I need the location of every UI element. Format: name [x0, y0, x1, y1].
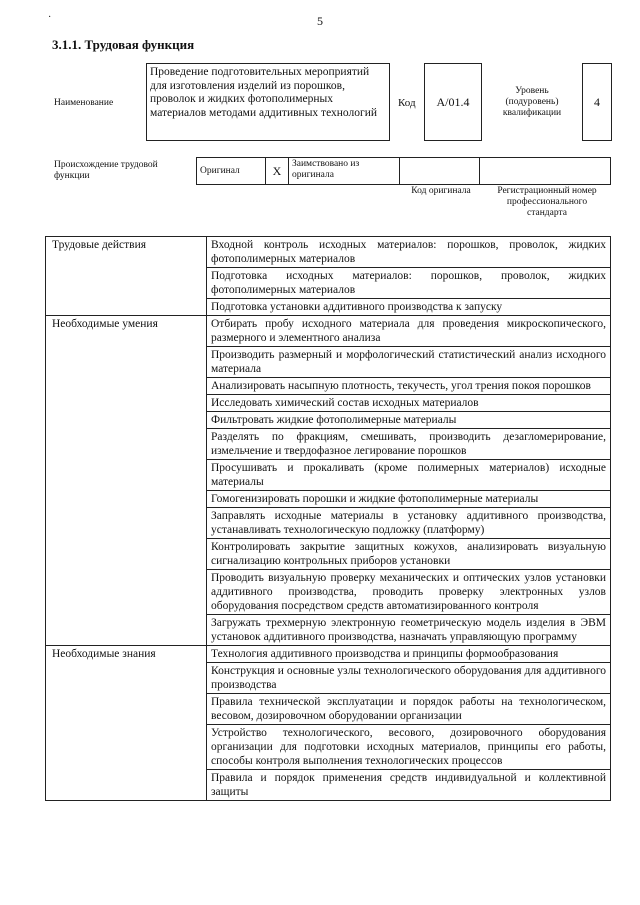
code-orig-caption: Код оригинала [411, 186, 471, 196]
original-mark: X [266, 158, 289, 185]
section-row [46, 237, 611, 316]
list-item: Загружать трехмерную электронную геометрическую модель изделия в ЭВМ установок аддитивного производства, назначать управляющую программу [211, 617, 606, 643]
list-item: Проводить визуальную проверку механических и оптических узлов установки аддитивного производства, проводить проверку электронных узлов оборудования посредством средств автоматизированного контроля [207, 570, 610, 615]
list-item: Отбирать пробу исходного материала для проведения микроскопического, размерного и элементного анализа [207, 316, 610, 347]
list-item: Конструкция и основные узлы технологического оборудования для аддитивного производства [207, 663, 610, 694]
section-label: Трудовые действия [46, 237, 207, 316]
level-label: Уровень (подуровень) квалификации [502, 86, 562, 118]
section-items [207, 237, 611, 316]
list-item: Гомогенизировать порошки и жидкие фотополимерные материалы [207, 491, 610, 508]
list-item: Правила и порядок применения средств индивидуальной и коллективной защиты [211, 772, 606, 798]
origin-table [196, 157, 611, 185]
list-item: Входной контроль исходных материалов: порошков, проволок, жидких фотополимерных материалов [207, 237, 610, 268]
original-label: Оригинал [197, 158, 266, 185]
list-item: Производить размерный и морфологический статистический анализ исходного материала [207, 347, 610, 378]
reg-num-caption: Регистрационный номер профессионального стандарта [497, 186, 597, 218]
section-title: 3.1.1. Трудовая функция [52, 37, 195, 52]
section-label: Необходимые знания [46, 646, 207, 801]
list-item: Анализировать насыпную плотность, текучесть, угол трения покоя порошков [207, 378, 610, 395]
code-value: A/01.4 [424, 63, 482, 141]
list-item: Исследовать химический состав исходных материалов [207, 395, 610, 412]
page-number: 5 [317, 14, 323, 28]
section-items [207, 316, 611, 646]
name-label: Наименование [54, 98, 114, 108]
scan-mark: · [48, 12, 52, 23]
code-orig-cell [400, 158, 480, 185]
function-table [45, 236, 611, 801]
list-item: Подготовка установки аддитивного производства к запуску [211, 301, 503, 313]
list-item: Просушивать и прокаливать (кроме полимерных материалов) исходные материалы [207, 460, 610, 491]
code-label: Код [398, 97, 416, 109]
list-item: Контролировать закрытие защитных кожухов, анализировать визуальную сигнализацию контрольных приборов установки [207, 539, 610, 570]
level-value: 4 [582, 63, 612, 141]
list-item: Разделять по фракциям, смешивать, производить дезагломерирование, измельчение и твердофазное легирование порошков [207, 429, 610, 460]
reg-num-cell [480, 158, 611, 185]
list-item: Устройство технологического, весового, дозировочного оборудования организации для подготовки исходных материалов, принципы его работы, способы контроля выполнения технологических процессов [207, 725, 610, 770]
name-value: Проведение подготовительных мероприятий для изготовления изделий из порошков, проволок и жидких фотополимерных материалов методами аддитивных технологий [150, 66, 378, 119]
origin-label: Происхождение трудовой функции [54, 160, 158, 181]
section-row [46, 316, 611, 646]
section-items [207, 646, 611, 801]
list-item: Заправлять исходные материалы в установку аддитивного производства, устанавливать технологическую подложку (платформу) [207, 508, 610, 539]
list-item: Подготовка исходных материалов: порошков, проволок, жидких фотополимерных материалов [207, 268, 610, 299]
section-row [46, 646, 611, 801]
borrowed-label: Заимствовано из оригинала [289, 158, 400, 185]
list-item: Правила технической эксплуатации и порядок работы на технологическом, весовом, дозировочном оборудовании организации [207, 694, 610, 725]
section-label: Необходимые умения [46, 316, 207, 646]
list-item: Фильтровать жидкие фотополимерные материалы [207, 412, 610, 429]
list-item: Технология аддитивного производства и принципы формообразования [207, 646, 610, 663]
